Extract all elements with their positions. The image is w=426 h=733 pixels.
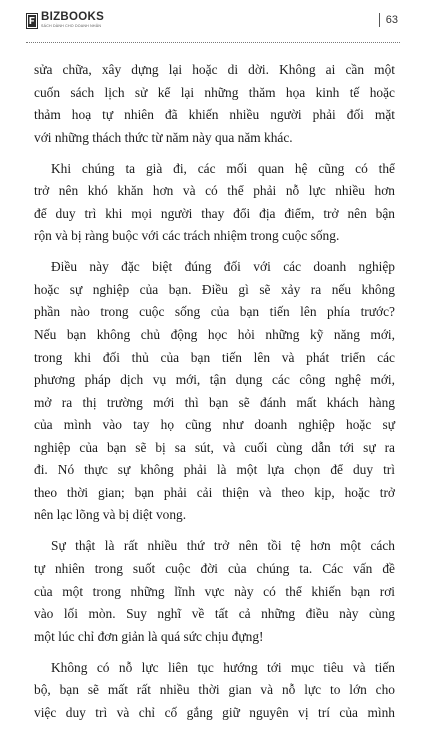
text-line: trở nên khó khăn hơn và có thể phải nỗ lực nhiều hơn <box>34 183 395 199</box>
paragraph <box>34 256 395 527</box>
brand-name: BIZBOOKS <box>41 11 105 23</box>
text-line: phần nào trong cuộc sống của bạn tiến lên phía trước? <box>34 304 395 320</box>
paragraph <box>34 158 395 248</box>
paragraph <box>34 59 395 149</box>
text-line: việc duy trì và chỉ cố gắng giữ nguyên vị trí của mình <box>34 704 395 720</box>
text-line: sửa chữa, xây dựng lại hoặc di dời. Không ai cần một <box>34 62 395 77</box>
text-line: bộ, bạn sẽ mất rất nhiều thời gian và nỗ lực to lớn cho <box>34 682 395 698</box>
header-divider <box>26 42 400 43</box>
book-logo-icon <box>26 13 38 29</box>
text-line: với những thách thức từ năm này qua năm khác. <box>34 129 293 145</box>
page-number: 63 <box>385 14 398 26</box>
text-line: phương pháp dịch vụ mới, tận dụng các công nghệ mới, <box>34 372 395 388</box>
paragraph <box>34 657 395 725</box>
bizbooks-logo <box>26 11 104 35</box>
text-line: của mình vào tay họ cũng như doanh nghiệp hoặc sự <box>34 417 395 433</box>
text-line: vào lối mòn. Suy nghĩ về tất cả những điều này cùng <box>34 606 395 622</box>
text-line: rộn và bị ràng buộc với các trách nhiệm trong cuộc sống. <box>34 228 340 244</box>
page-body <box>34 59 395 733</box>
text-line: Không có nỗ lực liên tục hướng tới mục tiêu và tiến <box>51 659 395 675</box>
text-line: một lúc chỉ đơn giản là quá sức chịu đựng! <box>34 628 264 644</box>
text-line: cuốn sách lịch sử kể lại những thăm họa kinh tế hoặc <box>34 84 395 100</box>
text-line: Khi chúng ta già đi, các mối quan hệ cũng có thể <box>51 160 395 176</box>
text-line: nên lạc lõng và bị diệt vong. <box>34 507 187 523</box>
text-line: tự nhiên trong suốt cuộc đời của chúng ta. Các vấn đề <box>34 560 395 576</box>
text-line: Điều này đặc biệt đúng đối với các doanh nghiệp <box>51 259 395 275</box>
brand-tagline: SÁCH DÀNH CHO DOANH NHÂN <box>41 24 102 28</box>
header-separator <box>379 13 380 27</box>
text-line: mở ra thị trường mới thì bạn sẽ đánh mất khách hàng <box>34 394 395 410</box>
text-line: của một trong những lĩnh vực này có thể khiến bạn rơi <box>34 583 395 599</box>
text-line: Sự thật là rất nhiều thứ trở nên tồi tệ hơn một cách <box>51 538 395 554</box>
paragraph <box>34 535 395 648</box>
page-header <box>26 11 406 37</box>
text-line: hoặc sự nghiệp của bạn. Điều gì sẽ xảy ra nếu không <box>34 281 395 297</box>
text-line: để duy trì khi mọi người thay đổi địa điểm, trở nên bận <box>34 205 395 221</box>
text-line: theo thời gian; bạn phải cải thiện và theo kịp, hoặc trở <box>34 484 395 500</box>
text-line: Nếu bạn không chủ động học hỏi những kỹ năng mới, <box>34 327 395 343</box>
text-line: nghiệp của bạn sẽ bị sa sút, và cuối cùng dẫn tới sự ra <box>34 439 395 455</box>
text-line: trong khi đối thủ của bạn tiến lên và phát triển các <box>34 349 395 365</box>
text-line: thảm hoạ tự nhiên đã khiến nhiều người phải đối mặt <box>34 107 395 123</box>
text-line: đi. Nó thực sự không phải là một lựa chọn để duy trì <box>34 462 395 478</box>
